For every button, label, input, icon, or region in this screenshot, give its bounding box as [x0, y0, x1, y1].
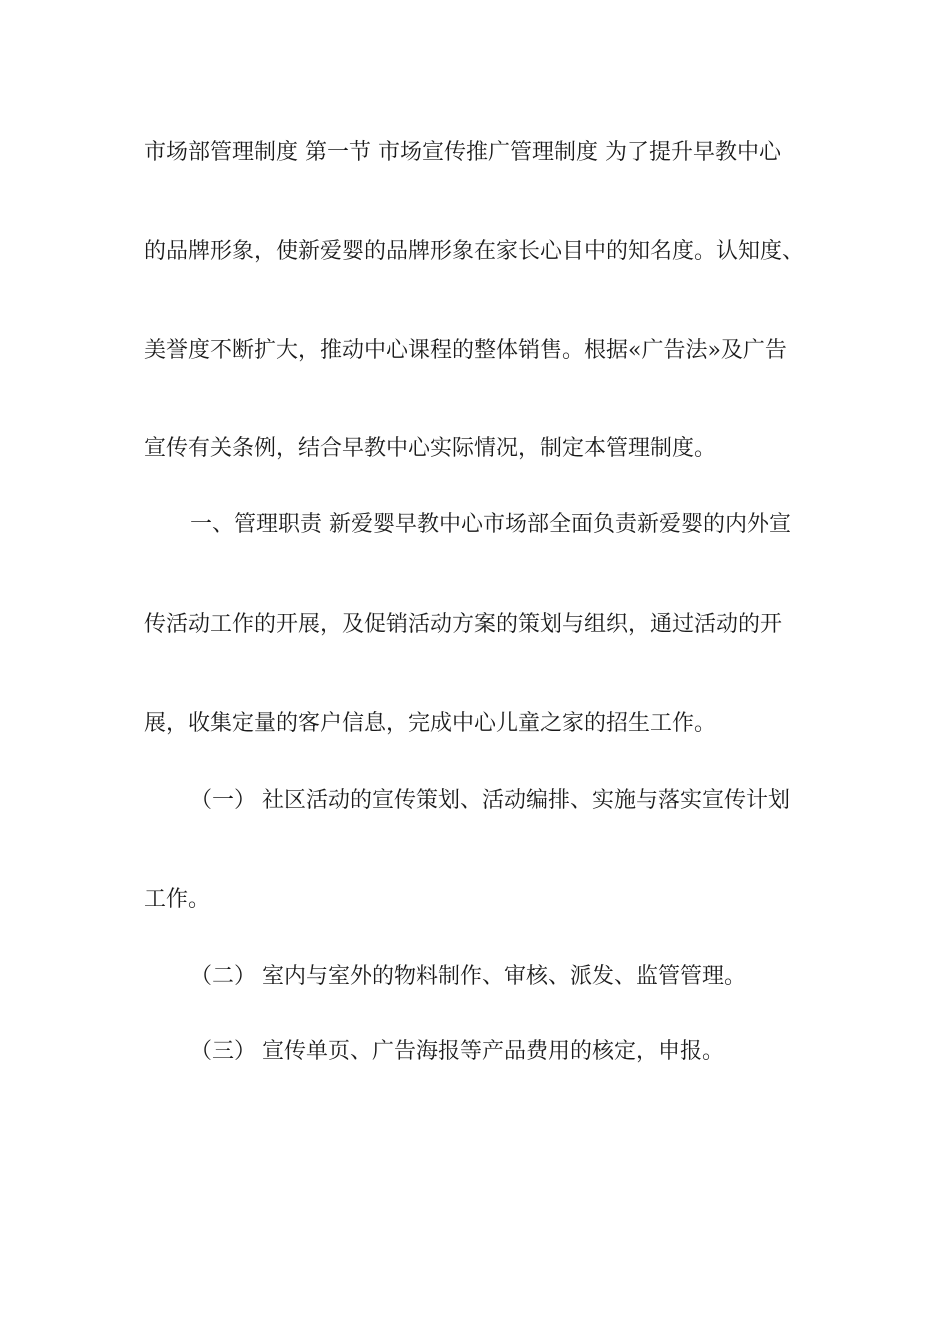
paragraph-line: 工作。	[144, 887, 211, 912]
list-item-text: 社区活动的宣传策划、活动编排、实施与落实宣传计划	[262, 788, 791, 813]
paragraph-line: 传活动工作的开展，及促销活动方案的策划与组织，通过活动的开	[144, 612, 783, 637]
paragraph-line: 宣传有关条例，结合早教中心实际情况，制定本管理制度。	[144, 436, 717, 461]
list-item-2	[190, 962, 814, 992]
list-item-label: （三）	[190, 1039, 257, 1064]
list-item-text: 宣传单页、广告海报等产品费用的核定，申报。	[262, 1039, 725, 1064]
paragraph-line: 市场部管理制度 第一节 市场宣传推广管理制度 为了提升早教中心	[144, 140, 781, 165]
list-item-text: 室内与室外的物料制作、审核、派发、监管管理。	[262, 964, 747, 989]
list-item-3	[190, 1037, 814, 1067]
list-item-label: （一）	[190, 788, 257, 813]
paragraph-line: 展，收集定量的客户信息，完成中心儿童之家的招生工作。	[144, 711, 717, 736]
list-item-1	[190, 786, 814, 816]
paragraph-line: 美誉度不断扩大，推动中心课程的整体销售。根据«广告法»及广告	[144, 338, 787, 363]
section-heading-line: 一、管理职责 新爱婴早教中心市场部全面负责新爱婴的内外宣	[190, 512, 791, 537]
paragraph-line: 的品牌形象，使新爱婴的品牌形象在家长心目中的知名度。认知度、	[144, 239, 805, 264]
list-item-label: （二）	[190, 964, 257, 989]
